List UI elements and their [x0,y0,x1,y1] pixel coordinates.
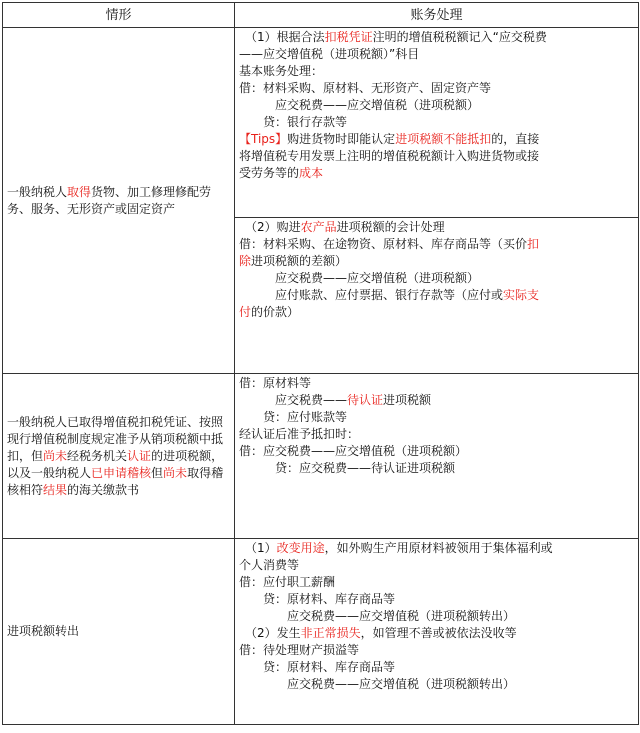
highlight-text: 扣 [527,237,540,251]
entry-line [239,219,634,236]
table-row [3,539,639,725]
entry-line [239,540,634,557]
entry-line [239,392,634,409]
body-text: 购进货物时即能认定 [287,132,396,146]
entry-line [239,608,634,625]
body-text: （1） [239,541,277,555]
body-text: 注明的增值税税额记入“应交税费 [372,30,547,44]
entry-line [239,375,634,392]
entry-line [239,29,634,46]
body-text: 进项税额转出 [7,624,80,638]
table-row [3,28,639,218]
situation-cell [3,539,235,725]
body-text: 贷：应付账款等 [239,410,348,424]
body-text: 应交税费——应交增值税（进项税额转出） [239,609,516,623]
body-text: 进项税额的差额） [251,254,348,268]
situation-cell [3,374,235,539]
highlight-text: 改变用途 [276,541,325,555]
entry-line [239,287,634,304]
highlight-text: 实际支 [503,288,540,302]
table-row [3,374,639,539]
accounting-table [2,2,639,725]
body-text: 借：材料采购、原材料、无形资产、固定资产等 [239,81,492,95]
header-row [3,3,639,28]
highlight-text: 认证 [127,448,152,463]
body-text: 贷：银行存款等 [239,115,348,129]
entry-line [239,46,634,63]
body-text: 的进项税额，以及一般纳税人 [7,448,224,480]
highlight-text: 尚未 [163,465,188,480]
highlight-text: 进项税额不能抵扣 [395,132,492,146]
entry-line [239,80,634,97]
body-text: 借：待处理财产损溢等 [239,643,360,657]
entry-line [239,460,634,477]
entry-line [239,676,634,693]
entry-line [239,165,634,182]
body-text: 经认证后准予抵扣时： [239,427,360,441]
accounting-cell [235,218,639,374]
highlight-text: 成本 [299,166,324,180]
entry-line [239,642,634,659]
entry-line [239,97,634,114]
entry-line [239,253,634,270]
entry-line [239,148,634,165]
accounting-cell [235,374,639,539]
body-text: 借：应交税费——应交增值税（进项税额） [239,444,468,458]
highlight-text: 农产品 [300,220,337,234]
entry-line [239,63,634,80]
entry-line [239,426,634,443]
highlight-text: 付 [239,305,252,319]
body-text: 基本账务处理： [239,64,324,78]
body-text: ，如外购生产用原材料被领用于集体福利或 [324,541,553,555]
header-situation: 情形 [3,3,235,28]
accounting-cell [235,28,639,218]
body-text: 进项税额 [383,393,432,407]
entry-line [239,443,634,460]
body-text: 一般纳税人 [7,184,68,199]
highlight-text: 尚未 [43,448,68,463]
body-text: 的海关缴款书 [67,482,140,497]
body-text: 将增值税专用发票上注明的增值税税额计入购进货物或接 [239,149,540,163]
highlight-text: 待认证 [347,393,384,407]
body-text: 贷：原材料、库存商品等 [239,660,396,674]
body-text: 货物、加工修理修配劳务、服务、无形资产或固定资产 [7,184,212,216]
body-text: 受劳务等的 [239,166,300,180]
entry-line [239,591,634,608]
body-text: 个人消费等 [239,558,300,572]
entry-line [239,114,634,131]
body-text: 贷：应交税费——待认证进项税额 [239,461,456,475]
body-text: （2）发生 [239,626,301,640]
body-text: 借：应付职工薪酬 [239,575,336,589]
body-text: 应付账款、应付票据、银行存款等（应付或 [239,288,504,302]
entry-line [239,557,634,574]
body-text: 贷：原材料、库存商品等 [239,592,396,606]
body-text: ，如管理不善或被依法没收等 [360,626,517,640]
body-text: 取得稽核相符 [7,465,224,497]
highlight-text: 【Tips】 [239,132,288,146]
highlight-text: 非正常损失 [300,626,361,640]
body-text: 应交税费—— [239,393,348,407]
body-text: 的，直接 [491,132,540,146]
body-text: 借：原材料等 [239,376,312,390]
entry-line [239,659,634,676]
body-text: （2）购进 [239,220,301,234]
body-text: 但 [151,465,164,480]
body-text: 借：材料采购、在途物资、原材料、库存商品等（买价 [239,237,528,251]
body-text: 一般纳税人已取得增值税扣税凭证、按照现行增值税制度规定准予从销项税额中抵扣，但 [7,414,224,463]
entry-line [239,270,634,287]
body-text: 的价款） [251,305,300,319]
entry-line [239,131,634,148]
body-text: 进项税额的会计处理 [336,220,445,234]
body-text: （1）根据合法 [239,30,325,44]
body-text: 应交税费——应交增值税（进项税额） [239,271,480,285]
highlight-text: 扣税凭证 [324,30,373,44]
entry-line [239,236,634,253]
entry-line [239,574,634,591]
body-text: 经税务机关 [67,448,128,463]
header-accounting: 账务处理 [235,3,639,28]
situation-cell [3,28,235,374]
body-text: 应交税费——应交增值税（进项税额转出） [239,677,516,691]
entry-line [239,409,634,426]
body-text: ——应交增值税（进项税额）”科目 [239,47,420,61]
highlight-text: 取得 [67,184,92,199]
entry-line [239,625,634,642]
highlight-text: 除 [239,254,252,268]
body-text: 应交税费——应交增值税（进项税额） [239,98,480,112]
entry-line [239,304,634,321]
highlight-text: 已申请稽核 [91,465,152,480]
highlight-text: 结果 [43,482,68,497]
accounting-cell [235,539,639,725]
